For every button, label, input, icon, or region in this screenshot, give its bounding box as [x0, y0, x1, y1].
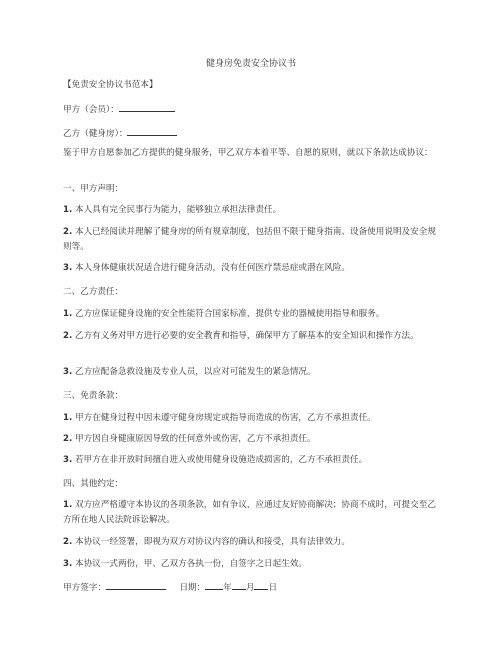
signature-line	[63, 580, 443, 596]
section-2-item-2: 2. 乙方有义务对甲方进行必要的安全教育和指导，确保甲方了解基本的安全知识和操作方法。	[63, 331, 419, 341]
section-4-title: 四、其他约定：	[63, 479, 124, 489]
day-label: 日	[268, 583, 278, 593]
party-a-blank	[119, 102, 175, 112]
year-label: 年	[223, 583, 232, 593]
party-a-signature-label: 甲方签字：	[63, 583, 106, 593]
template-heading: 【免责安全协议书范本】	[63, 80, 158, 90]
section-1-item-3: 3. 本人身体健康状况适合进行健身活动，没有任何医疗禁忌症或潜在风险。	[63, 263, 350, 273]
date-label: 日期：	[179, 583, 206, 593]
day-blank	[254, 580, 268, 590]
party-b-line	[63, 126, 443, 142]
signature-blank	[106, 580, 166, 590]
section-3-title: 三、免责条款：	[63, 391, 124, 401]
section-1-item-2: 2. 本人已经阅读并理解了健身房的所有规章制度，包括但不限于健身指南、设备使用说明及安全规则等。	[63, 227, 436, 252]
section-4-item-1: 1. 双方应严格遵守本协议的各项条款，如有争议，应通过友好协商解决；协商不成时，可提交至乙方所在地人民法院诉讼解决。	[63, 500, 436, 525]
section-3-item-3: 3. 若甲方在非开放时间擅自进入或使用健身设施造成损害的，乙方不承担责任。	[63, 455, 368, 465]
section-4-item-2: 2. 本协议一经签署，即视为双方对协议内容的确认和接受，具有法律效力。	[63, 537, 350, 547]
document-title: 健身房免责安全协议书	[205, 59, 296, 69]
party-a-label: 甲方（会员）：	[63, 105, 119, 115]
section-1-title: 一、甲方声明：	[63, 184, 124, 194]
party-b-blank	[127, 126, 177, 136]
party-a-line	[63, 102, 443, 118]
section-2-title: 二、乙方责任：	[63, 287, 124, 297]
section-2-item-3: 3. 乙方应配备急救设施及专业人员，以应对可能发生的紧急情况。	[63, 367, 316, 377]
month-blank	[232, 580, 246, 590]
section-3-item-2: 2. 甲方因自身健康原因导致的任何意外或伤害，乙方不承担责任。	[63, 434, 316, 444]
party-b-label: 乙方（健身房）：	[63, 129, 128, 139]
section-3-item-1: 1. 甲方在健身过程中因未遵守健身房规定或指导而造成的伤害，乙方不承担责任。	[63, 413, 376, 423]
intro-paragraph: 鉴于甲方自愿参加乙方提供的健身服务，甲乙双方本着平等、自愿的原则，就以下条款达成协议：	[63, 148, 433, 158]
section-4-item-3: 3. 本协议一式两份，甲、乙双方各执一份，自签字之日起生效。	[63, 559, 308, 569]
section-1-item-1: 1. 本人具有完全民事行为能力，能够独立承担法律责任。	[63, 205, 282, 215]
year-blank	[205, 580, 223, 590]
month-label: 月	[245, 583, 255, 593]
section-2-item-1: 1. 乙方应保证健身设施的安全性能符合国家标准，提供专业的器械使用指导和服务。	[63, 309, 385, 319]
